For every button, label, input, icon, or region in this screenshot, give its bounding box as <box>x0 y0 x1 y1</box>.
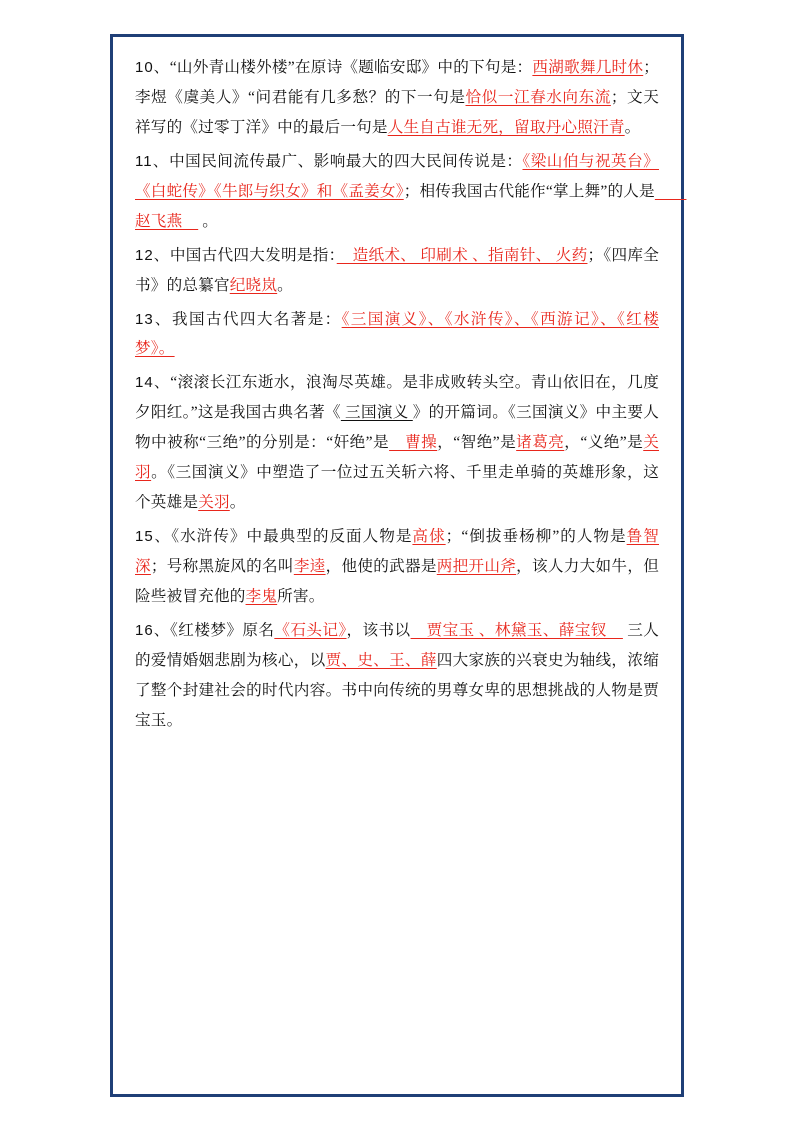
question-text: 中国民间流传最广、影响最大的四大民间传说是： <box>169 152 523 170</box>
question-text: 》的开篇词。《三国演义》中主要人物中被称“三绝”的分别是：“奸绝”是 <box>135 404 660 452</box>
document-frame <box>110 34 687 1097</box>
question-paragraph <box>135 616 659 736</box>
question-text: 。《三国演义》中塑造了一位过五关斩六将、千里走单骑的英雄形象，这个英雄是 <box>135 464 659 512</box>
answer-text: 贾宝玉 、林黛玉、薛宝钗 <box>410 621 623 639</box>
answer-text: 恰似一江春水向东流 <box>465 88 611 106</box>
answer-text: 贾、史、王、薛 <box>325 651 437 669</box>
question-number: 15、 <box>135 528 172 546</box>
answer-text: 《三国演义》、《水浒传》、《西游记》、《红楼梦》。 <box>135 310 659 358</box>
question-text: 中国古代四大发明是指： <box>169 246 337 264</box>
question-text: 《红楼梦》原名 <box>170 621 275 639</box>
question-paragraph <box>135 522 659 612</box>
question-text: 四大家族的兴衰史为轴线，浓缩了整个封建社会的时代内容。书中向传统的男尊女卑的思想挑战的人物是贾宝玉。 <box>135 651 659 729</box>
answer-text: 李逵 <box>293 558 326 575</box>
question-text: ；相传我国古代能作“掌上舞”的人是 <box>403 182 655 200</box>
question-text: 。 <box>229 494 246 512</box>
answer-text: 李鬼 <box>245 587 278 605</box>
question-number: 13、 <box>135 310 173 328</box>
question-text: ；《四库全书》的总纂官 <box>135 246 659 294</box>
answer-text: 关羽 <box>198 494 230 512</box>
question-text: ，该书以 <box>346 621 411 639</box>
question-text: ；号称黑旋风的名叫 <box>150 558 294 575</box>
question-number: 16、 <box>135 621 171 639</box>
answer-text: 赵飞燕 <box>135 182 687 230</box>
answer-text: 纪晓岚 <box>229 276 278 294</box>
question-text: 。 <box>277 276 293 294</box>
question-text: ，该人力大如牛，但险些被冒充他的 <box>135 558 659 605</box>
question-text: ；文天祥写的《过零丁洋》中的最后一句是 <box>135 88 659 136</box>
question-text: 《水浒传》中最典型的反面人物是 <box>171 528 413 546</box>
answer-text: 人生自古谁无死，留取丹心照汗青 <box>387 118 625 136</box>
answer-text: 三国演义 <box>340 404 413 422</box>
question-paragraph <box>135 305 659 365</box>
question-text: ，他使的武器是 <box>325 558 437 575</box>
answer-text: 诸葛亮 <box>516 434 565 452</box>
question-number: 12、 <box>135 246 170 264</box>
question-paragraph <box>135 368 659 518</box>
answer-text: 造纸术、 印刷术 、指南针、 火药 <box>336 246 588 264</box>
question-paragraph <box>135 241 659 301</box>
answer-text: 《梁山伯与祝英台》《白蛇传》《牛郎与织女》和《孟姜女》 <box>135 152 659 200</box>
answer-text: 两把开山斧 <box>436 558 517 575</box>
question-text: ；“倒拔垂杨柳”的人物是 <box>445 528 627 546</box>
answer-text: 鲁智深 <box>135 528 660 575</box>
question-paragraph <box>135 147 687 237</box>
question-text: 我国古代四大名著是： <box>172 310 342 328</box>
question-number: 10、 <box>135 59 170 76</box>
question-text: ；李煜《虞美人》“问君能有几多愁？的下一句是 <box>135 59 659 106</box>
question-paragraph <box>135 53 659 143</box>
answer-text: 西湖歌舞几时休 <box>532 59 644 76</box>
document-body <box>113 37 687 760</box>
question-number: 14、 <box>135 374 171 392</box>
question-text: 。 <box>198 212 219 230</box>
question-text: 所害。 <box>277 587 325 605</box>
question-text: ，“义绝”是 <box>564 434 644 452</box>
question-number: 11、 <box>135 152 170 170</box>
question-text: ，“智绝”是 <box>437 434 517 452</box>
question-text: “滚滚长江东逝水，浪淘尽英雄。是非成败转头空。青山依旧在，几度夕阳红。”这是我国古典名著《 <box>135 374 660 422</box>
question-text: 三人的爱情婚姻悲剧为核心，以 <box>135 621 660 669</box>
question-text: 。 <box>624 118 641 136</box>
answer-text: 高俅 <box>412 528 446 546</box>
answer-text: 曹操 <box>389 434 438 452</box>
answer-text: 关羽 <box>135 434 660 482</box>
answer-text: 《石头记》 <box>274 621 347 639</box>
question-text: “山外青山楼外楼”在原诗《题临安邸》中的下句是： <box>169 59 533 76</box>
